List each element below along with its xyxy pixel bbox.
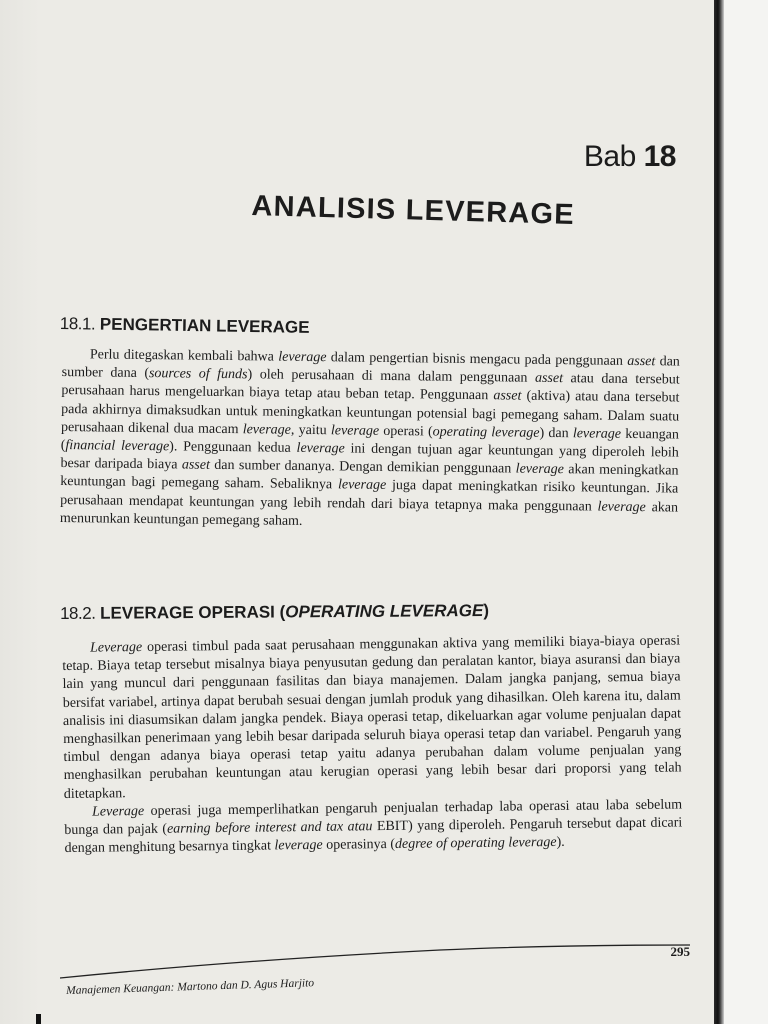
text-run: ) oleh perusahaan di mana dalam penggunaan <box>247 367 536 386</box>
section-title: LEVERAGE OPERASI ( <box>100 602 286 623</box>
text-run: operasinya ( <box>322 837 396 854</box>
text-run: keuangan ( <box>60 426 680 454</box>
paragraph <box>60 346 680 536</box>
italic-term: leverage <box>296 440 345 457</box>
chapter-label <box>560 140 676 174</box>
italic-term: Leverage <box>92 803 145 820</box>
text-run: Perlu ditegaskan kembali bahwa <box>89 347 279 365</box>
text-run: atau dana tersebut perusahaan harus mengeluarkan biaya tetap atau beban tetap. Penggunaan <box>61 371 680 404</box>
book-credit: Manajemen Keuangan: Martono dan D. Agus Harjito <box>66 977 315 997</box>
text-run: ). <box>556 835 565 851</box>
scan-corner-mark <box>36 1014 41 1024</box>
paragraph <box>62 632 682 803</box>
italic-term: asset <box>534 370 564 387</box>
section-number: 18.1. <box>59 314 96 334</box>
paragraph <box>64 796 683 858</box>
section-heading-2 <box>60 600 680 624</box>
text-run: dan sumber dana ( <box>61 354 680 382</box>
section-title: PENGERTIAN LEVERAGE <box>99 314 310 337</box>
text-run: operasi timbul pada saat perusahaan menggunakan aktiva yang memiliki biaya-biaya operasi tetap. Biaya tetap tersebut misalnya biaya penyusutan gedung dan peralatan kantor, biaya asuransi dan biaya lain yang muncul dari penggunaan fasilitas dan biaya manajemen. Dalam jangka panjang, semua biaya bersifat variabel, artinya dapat berubah sesuai dengan jumlah produk yang dihasilkan. Oleh karena itu, dalam analisis ini diasumsikan dalam jangka pendek. Biaya operasi tetap, dikeluarkan agar volume penjualan dapat menghasilkan penerimaan yang lebih besar daripada seluruh biaya operasi tetap dan variabel. Pengaruh yang timbul dengan adanya biaya operasi tetap yaitu adanya perubahan dalam volume penjualan yang menghasilkan perubahan keuntungan atau kerugian operasi yang lebih besar dari proporsi yang telah ditetapkan. <box>62 633 682 802</box>
text-run: akan meningkatkan keuntungan bagi pemegang saham. Sebaliknya <box>60 462 679 493</box>
text-run: ) dan <box>539 425 573 442</box>
section-1-body <box>60 346 680 536</box>
italic-term: leverage <box>337 477 387 494</box>
italic-term: asset <box>181 457 210 474</box>
italic-term: leverage <box>597 499 646 515</box>
section-title-italic: OPERATING LEVERAGE <box>285 601 484 622</box>
italic-term: earning before interest and tax atau <box>166 819 373 837</box>
text-run: EBIT) yang diperoleh. Pengaruh tersebut dapat dicari dengan menghitung besarnya tingkat <box>64 815 683 857</box>
italic-term: asset <box>493 388 522 405</box>
section-heading-1 <box>60 314 680 344</box>
italic-term: leverage <box>330 423 380 439</box>
chapter-number: 18 <box>643 140 676 173</box>
text-run: operasi juga memperlihatkan pengaruh penjualan terhadap laba operasi atau laba sebelum bunga dan pajak ( <box>64 797 683 839</box>
page-left-shadow <box>0 0 40 1024</box>
italic-term: degree of operating leverage <box>394 835 557 853</box>
text-run: dalam pengertian bisnis mengacu pada penggunaan <box>326 350 628 369</box>
text-run: akan menurunkan keuntungan pemegang saham. <box>59 499 679 529</box>
italic-term: leverage <box>278 349 327 366</box>
section-2-body <box>62 632 683 858</box>
page-number: 295 <box>670 944 690 959</box>
italic-term: leverage <box>515 461 565 478</box>
text-run: juga dapat meningkatkan risiko keuntungan. Jika perusahaan mendapat keuntungan yang lebih rendah dari biaya tetapnya maka penggunaan <box>60 478 679 515</box>
text-run: operasi ( <box>379 423 433 440</box>
text-run: (aktiva) atau dana tersebut pada akhirnya dimaksudkan untuk meningkatkan keuntungan potensial bagi pemegang saham. Dalam suatu perusahaan dikenal dua macam <box>60 389 680 438</box>
section-title-end: ) <box>483 601 490 621</box>
page-binding-edge <box>714 0 724 1024</box>
italic-term: leverage <box>572 426 622 442</box>
page-right-margin <box>724 0 768 1024</box>
italic-term: financial leverage <box>65 438 170 455</box>
italic-term: leverage <box>274 838 323 854</box>
text-run: ini dengan tujuan agar keuntungan yang diperoleh lebih besar daripada biaya <box>60 441 679 473</box>
text-run: , yaitu <box>290 422 331 439</box>
italic-term: asset <box>627 353 656 370</box>
section-number: 18.2. <box>60 603 96 623</box>
italic-term: Leverage <box>90 640 143 656</box>
chapter-title: ANALISIS LEVERAGE <box>251 190 576 232</box>
text-run: dan sumber dananya. Dengan demikian penggunaan <box>209 458 516 477</box>
italic-term: leverage <box>242 422 292 438</box>
italic-term: operating leverage <box>432 424 540 441</box>
italic-term: sources of funds <box>148 366 248 383</box>
chapter-label-word: Bab <box>583 140 636 173</box>
text-run: ). Penggunaan kedua <box>169 439 297 456</box>
